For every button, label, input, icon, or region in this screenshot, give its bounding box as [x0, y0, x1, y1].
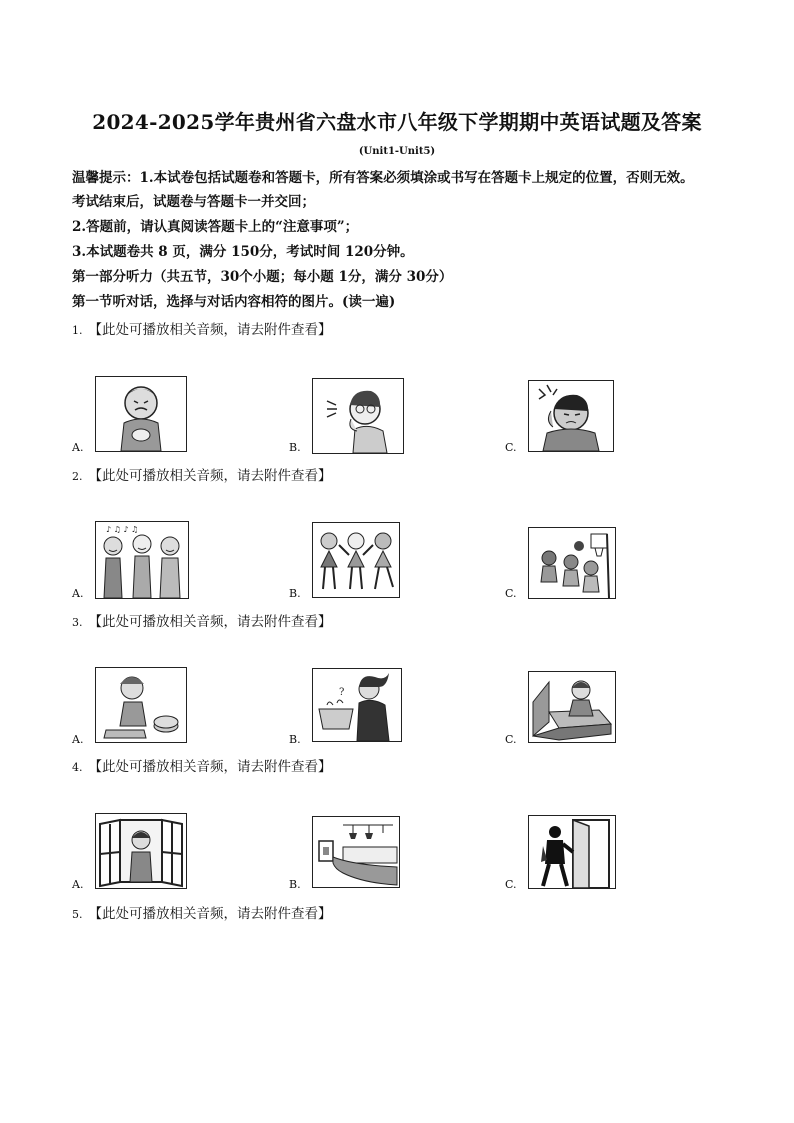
- question-4: [72, 755, 332, 775]
- question-number: 1.: [72, 324, 83, 337]
- section-heading-listening: 第一部分听力（共五节，30个小题；每小题 1分，满分 30分）: [72, 269, 453, 285]
- question-5: [72, 902, 332, 922]
- instruction-line-2: 考试结束后，试题卷与答题卡一并交回；: [72, 194, 315, 210]
- question-3: [72, 610, 332, 630]
- question-number: 2.: [72, 470, 83, 483]
- man-open-door-icon[interactable]: [528, 815, 616, 889]
- page-title: 2024-2025学年贵州省六盘水市八年级下学期期中英语试题及答案: [92, 110, 702, 134]
- option-label-b[interactable]: B.: [289, 441, 301, 454]
- question-audio-note: 【此处可播放相关音频，请去附件查看】: [88, 322, 332, 338]
- woman-cooking-icon[interactable]: [312, 668, 402, 742]
- page-subtitle: (Unit1-Unit5): [358, 146, 436, 157]
- question-audio-note: 【此处可播放相关音频，请去附件查看】: [88, 468, 332, 484]
- girl-sweeping-icon[interactable]: [95, 667, 187, 743]
- option-label-c[interactable]: C.: [505, 878, 517, 891]
- question-audio-note: 【此处可播放相关音频，请去附件查看】: [88, 759, 332, 775]
- question-1: [72, 318, 332, 338]
- man-toothache-icon[interactable]: [312, 378, 404, 454]
- question-audio-note: 【此处可播放相关音频，请去附件查看】: [88, 614, 332, 630]
- option-label-c[interactable]: C.: [505, 441, 517, 454]
- man-headache-icon[interactable]: [528, 380, 614, 452]
- svg-text:?: ?: [339, 687, 345, 698]
- option-label-a[interactable]: A.: [72, 441, 84, 454]
- svg-text:♪ ♫ ♪ ♫: ♪ ♫ ♪ ♫: [106, 525, 139, 534]
- option-label-c[interactable]: C.: [505, 733, 517, 746]
- instruction-line-1: 温馨提示：1.本试卷包括试题卷和答题卡，所有答案必须填涂或书写在答题卡上规定的位置，否则无效。: [72, 170, 694, 186]
- children-singing-icon[interactable]: [95, 521, 189, 599]
- option-label-b[interactable]: B.: [289, 733, 301, 746]
- kids-basketball-icon[interactable]: [528, 527, 616, 599]
- option-label-a[interactable]: A.: [72, 733, 84, 746]
- option-label-b[interactable]: B.: [289, 878, 301, 891]
- option-label-b[interactable]: B.: [289, 587, 301, 600]
- girl-open-window-icon[interactable]: [95, 813, 187, 889]
- instruction-line-4: 3.本试题卷共 8 页，满分 150分，考试时间 120分钟。: [72, 244, 414, 260]
- hand-light-switch-icon[interactable]: [312, 816, 400, 888]
- girl-making-bed-icon[interactable]: [528, 671, 616, 743]
- girls-dancing-icon[interactable]: [312, 522, 400, 598]
- question-number: 5.: [72, 908, 83, 921]
- option-label-a[interactable]: A.: [72, 878, 84, 891]
- question-number: 4.: [72, 761, 83, 774]
- question-number: 3.: [72, 616, 83, 629]
- option-label-a[interactable]: A.: [72, 587, 84, 600]
- instruction-line-3: 2.答题前，请认真阅读答题卡上的“注意事项”；: [72, 219, 359, 235]
- question-2: [72, 464, 332, 484]
- boy-stomachache-icon[interactable]: [95, 376, 187, 452]
- option-label-c[interactable]: C.: [505, 587, 517, 600]
- question-audio-note: 【此处可播放相关音频，请去附件查看】: [88, 906, 332, 922]
- section-heading-part1: 第一节听对话，选择与对话内容相符的图片。(读一遍): [72, 294, 396, 310]
